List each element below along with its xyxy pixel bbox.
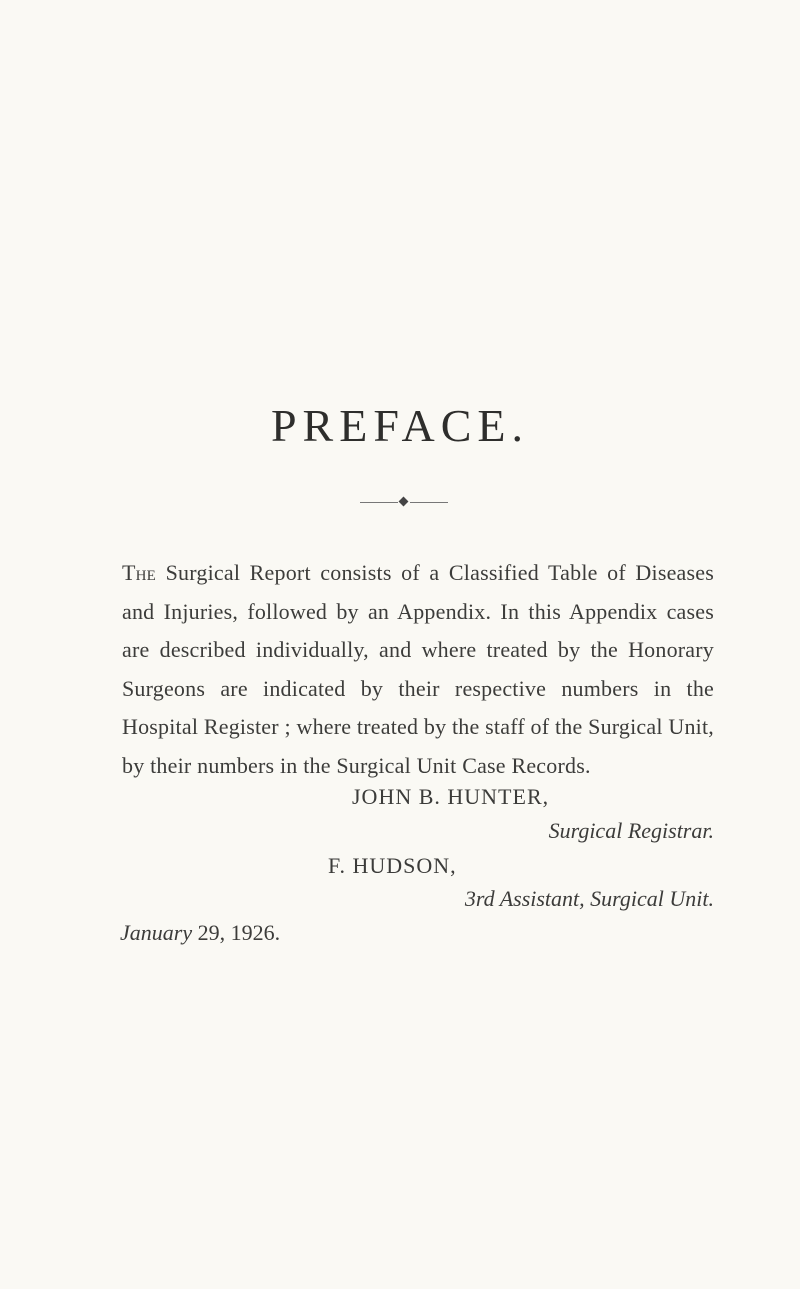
signatory-role: 3rd Assistant, Surgical Unit.: [464, 886, 714, 911]
page-title: PREFACE.: [270, 400, 530, 451]
preface-paragraph: [122, 554, 714, 785]
date-month: January: [120, 920, 193, 945]
signatory-name: JOHN B. HUNTER,: [352, 784, 550, 809]
paragraph-first-word: The: [122, 560, 157, 585]
preface-date: [120, 920, 280, 946]
diamond-icon: [399, 497, 409, 507]
divider-rule-right: [410, 502, 448, 503]
ornamental-divider: [360, 497, 448, 507]
date-rest: 29, 1926.: [197, 920, 281, 945]
signatory-name: F. HUDSON,: [328, 853, 457, 878]
paragraph-text: Surgical Report consists of a Classified Table of Diseases and Injuries, followed by an Appendix. In this Appendix cases are described individually, and where treated by the Honorary Surgeons are indicated by their respective numbers in the Hospital Register ; where treated by the staff of the Surgical Unit, by their numbers in the Surgical Unit Case Records.: [122, 560, 715, 778]
signatory-role: Surgical Registrar.: [548, 818, 714, 843]
divider-rule-left: [360, 502, 398, 503]
